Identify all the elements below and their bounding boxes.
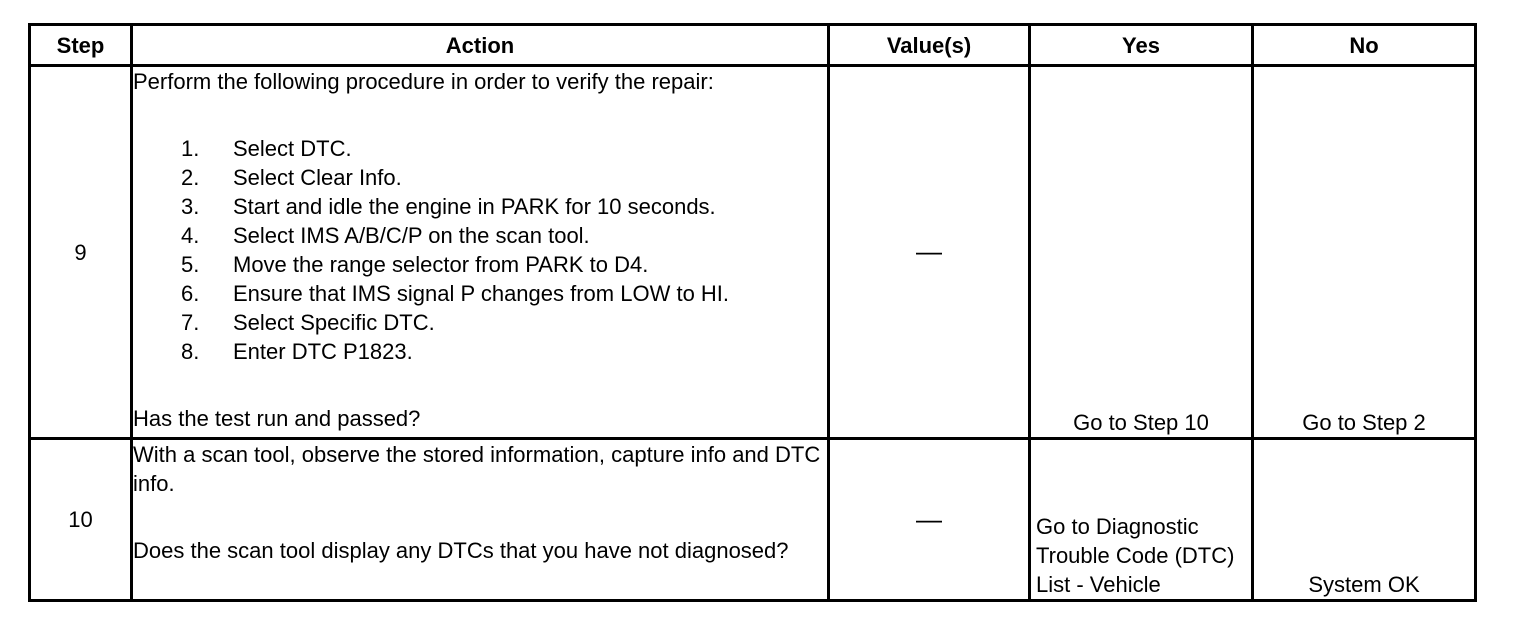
procedure-step: 1. Select DTC. — [181, 136, 352, 161]
step-number: 9 — [30, 66, 132, 439]
procedure-step: 5. Move the range selector from PARK to D4. — [181, 252, 649, 277]
procedure-list — [133, 134, 827, 366]
value-cell: — — [829, 66, 1030, 439]
procedure-step: 2. Select Clear Info. — [181, 165, 402, 190]
action-intro: With a scan tool, observe the stored information, capture info and DTC info. — [133, 442, 821, 496]
header-values: Value(s) — [829, 25, 1030, 66]
procedure-step: 6. Ensure that IMS signal P changes from LOW to HI. — [181, 281, 730, 306]
header-yes: Yes — [1030, 25, 1253, 66]
header-step: Step — [30, 25, 132, 66]
procedure-step: 4. Select IMS A/B/C/P on the scan tool. — [181, 223, 590, 248]
yes-result: Go to Step 10 — [1030, 66, 1253, 439]
header-row — [30, 25, 1476, 66]
action-question: Does the scan tool display any DTCs that you have not diagnosed? — [133, 538, 789, 563]
table-row — [30, 439, 1476, 601]
procedure-step: 7. Select Specific DTC. — [181, 310, 435, 335]
table-row — [30, 66, 1476, 439]
step-number: 10 — [30, 439, 132, 601]
action-intro: Perform the following procedure in order to verify the repair: — [133, 69, 714, 94]
action-cell — [132, 66, 829, 439]
action-cell — [132, 439, 829, 601]
procedure-step: 8. Enter DTC P1823. — [181, 339, 413, 364]
no-result: Go to Step 2 — [1253, 66, 1476, 439]
no-result: System OK — [1253, 439, 1476, 601]
action-question: Has the test run and passed? — [133, 406, 421, 431]
header-action: Action — [132, 25, 829, 66]
header-no: No — [1253, 25, 1476, 66]
yes-result: Go to Diagnostic Trouble Code (DTC) List - Vehicle — [1030, 439, 1253, 601]
diagnostic-table — [28, 23, 1477, 602]
procedure-step: 3. Start and idle the engine in PARK for 10 seconds. — [181, 194, 716, 219]
value-cell: — — [829, 439, 1030, 601]
